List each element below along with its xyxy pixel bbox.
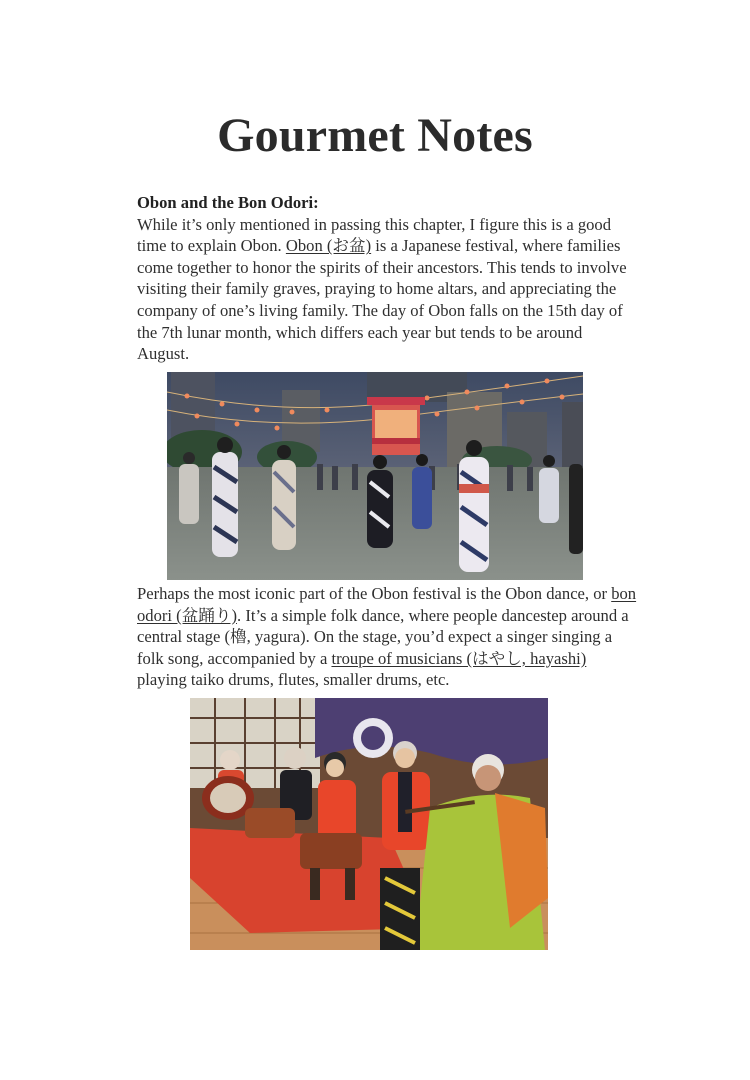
- paragraph-obon: [137, 192, 637, 365]
- bon-odori-link[interactable]: bon odori (盆踊り): [137, 584, 637, 625]
- obon-description-text: is a Japanese festival, where families come together to honor the spirits of their ancestors. This tends to involve visiting their family graves, praying to home altars, and appreciating the company of one’s living family. The day of Obon falls on the 15th day of the 7th lunar month, which differs each year but tends to be around August.: [137, 236, 627, 364]
- paragraph-bon-odori: [137, 583, 637, 691]
- bon-odori-text-b: . It’s a simple folk dance, where people dancestep around a central stage (櫓, yagura). On the stage, you’d expect a singer singing a folk song, accompanied by a: [137, 605, 629, 668]
- page-title: Gourmet Notes: [217, 109, 533, 162]
- bon-odori-photo: [167, 372, 583, 580]
- bon-odori-text-c: playing taiko drums, flutes, smaller drums, etc.: [137, 670, 450, 690]
- hayashi-link[interactable]: troupe of musicians (はやし, hayashi): [331, 648, 587, 668]
- section-heading: Obon and the Bon Odori:: [137, 193, 319, 212]
- obon-link[interactable]: Obon (お盆): [285, 236, 372, 256]
- bon-odori-text-a: Perhaps the most iconic part of the Obon festival is the Obon dance, or: [137, 584, 608, 603]
- obon-intro-text: While it’s only mentioned in passing this chapter, I figure this is a good time to explain Obon.: [137, 214, 612, 256]
- hayashi-musicians-photo: [190, 698, 548, 950]
